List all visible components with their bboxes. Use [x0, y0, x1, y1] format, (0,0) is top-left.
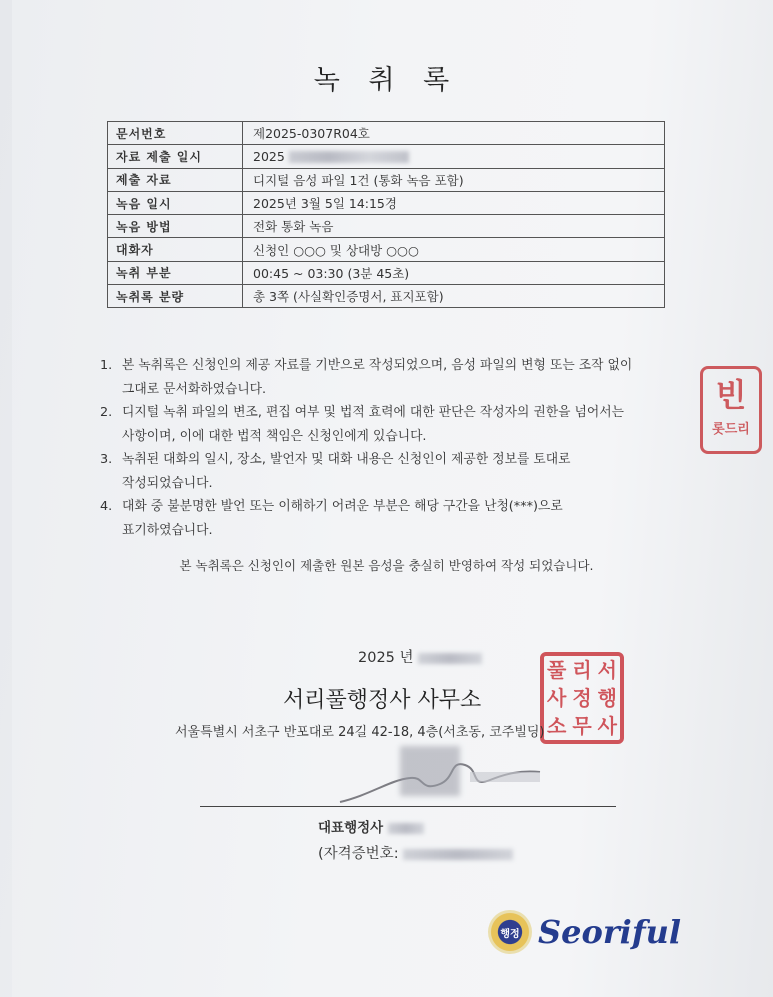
table-row: [108, 215, 665, 238]
closing-statement: 본 녹취록은 신청인이 제출한 원본 음성을 충실히 반영하여 작성 되었습니다.: [179, 558, 594, 573]
seal-char: 롯드리: [712, 422, 750, 437]
seal-char: 소: [547, 714, 567, 738]
table-row: [108, 285, 665, 308]
note-number: 1.: [100, 358, 113, 373]
seal-char: 빈: [715, 376, 747, 414]
row-label: 녹음 방법: [108, 215, 243, 238]
redacted-text: [403, 849, 513, 860]
document-title: 녹 취 록: [313, 65, 460, 96]
note-text: 디지털 녹취 파일의 변조, 편집 여부 및 법적 효력에 대한 판단은 작성자의 권한을 넘어서는: [122, 405, 624, 420]
seal-char: 무: [572, 714, 592, 738]
note-number: 4.: [100, 499, 113, 514]
table-row: [108, 168, 665, 191]
row-label: 녹취 부분: [108, 261, 243, 284]
note-text: 작성되었습니다.: [122, 475, 213, 491]
representative-label: 대표행정사: [318, 820, 384, 836]
note-text: 그대로 문서화하였습니다.: [122, 381, 267, 397]
table-row: [108, 261, 665, 284]
office-address: 서울특별시 서초구 반포대로 24길 42-18, 4층(서초동, 코주빌딩): [175, 725, 545, 740]
redacted-text: [418, 653, 482, 664]
row-label: 제출 자료: [108, 168, 243, 191]
seal-char: 리: [572, 658, 592, 682]
signature: [330, 740, 550, 810]
note-item: [100, 495, 690, 542]
table-row: [108, 122, 665, 145]
row-value: [243, 145, 665, 168]
row-value: 전화 통화 녹음: [243, 215, 665, 238]
emblem-text: 행정: [500, 928, 520, 940]
issue-date: [358, 646, 482, 667]
table-row: [108, 238, 665, 261]
row-value: 2025년 3월 5일 14:15경: [243, 191, 665, 214]
note-text: 녹취된 대화의 일시, 장소, 발언자 및 대화 내용은 신청인이 제공한 정보를 토대로: [122, 452, 571, 467]
office-seal: [540, 652, 624, 744]
note-text: 표기하였습니다.: [122, 522, 213, 538]
seal-char: 정: [572, 686, 592, 710]
note-number: 2.: [100, 405, 113, 420]
redacted-text: [289, 151, 409, 163]
signature-line: [200, 806, 616, 807]
certificate-label: (자격증번호:: [318, 846, 399, 862]
row-value: 00:45 ~ 03:30 (3분 45초): [243, 261, 665, 284]
row-label: 대화자: [108, 238, 243, 261]
row-value: 제2025-0307R04호: [243, 122, 665, 145]
table-row: [108, 191, 665, 214]
row-label: 녹취록 분량: [108, 285, 243, 308]
note-text: 사항이며, 이에 대한 법적 책임은 신청인에게 있습니다.: [122, 428, 427, 444]
issue-year: 2025 년: [358, 650, 414, 666]
note-text: 대화 중 불분명한 발언 또는 이해하기 어려운 부분은 해당 구간을 난청(***)으로: [122, 499, 563, 514]
brand-name: Seoriful: [538, 913, 682, 951]
note-item: [100, 354, 690, 401]
note-number: 3.: [100, 452, 113, 467]
seal-char: 사: [547, 686, 567, 710]
certificate-number: [318, 842, 513, 863]
note-item: [100, 448, 690, 495]
info-table: [107, 121, 665, 308]
seal-char: 풀: [547, 658, 567, 682]
table-row: [108, 145, 665, 168]
seal-char: 사: [597, 714, 617, 738]
seal-char: 행: [597, 686, 617, 710]
office-name: 서리풀행정사 사무소: [283, 688, 482, 713]
row-label: 녹음 일시: [108, 191, 243, 214]
redacted-text: [388, 823, 424, 834]
row-value: 신청인 ○○○ 및 상대방 ○○○: [243, 238, 665, 261]
representative: [318, 816, 424, 836]
overlap-seal: [700, 366, 762, 454]
emblem-icon: [488, 910, 532, 954]
seal-char: 서: [597, 658, 617, 682]
note-item: [100, 401, 690, 448]
row-label: 문서번호: [108, 122, 243, 145]
row-value: 총 3쪽 (사실확인증명서, 표지포함): [243, 285, 665, 308]
note-text: 본 녹취록은 신청인의 제공 자료를 기반으로 작성되었으며, 음성 파일의 변형 또는 조작 없이: [122, 358, 633, 373]
row-value: 디지털 음성 파일 1건 (통화 녹음 포함): [243, 168, 665, 191]
row-label: 자료 제출 일시: [108, 145, 243, 168]
notes-list: [100, 354, 690, 542]
submission-year: 2025: [253, 148, 285, 164]
brand-logo: [488, 910, 681, 954]
